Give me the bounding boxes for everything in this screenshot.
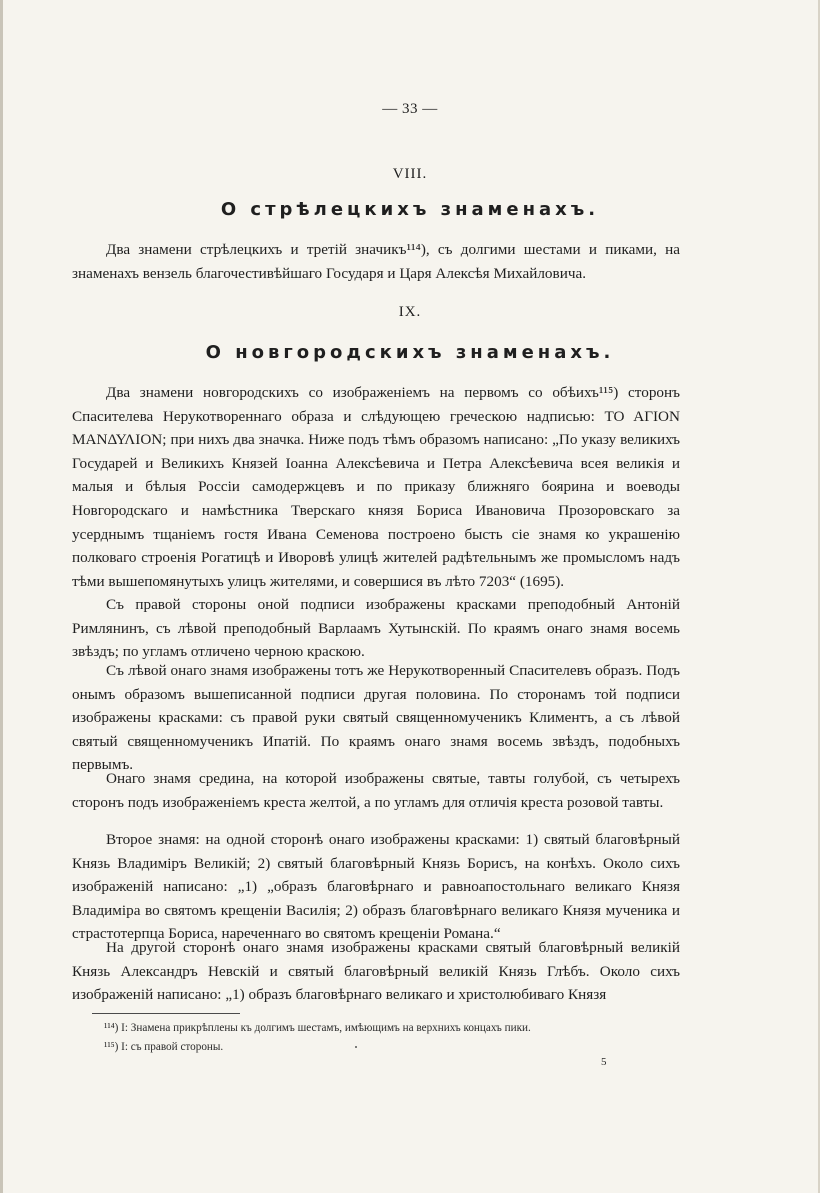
paragraph: Съ правой стороны оной подписи изображены красками преподобный Антоній Римлянинъ, съ лѣвой преподобный Варлаамъ Хутынскій. По краямъ онаго знамя восемь звѣздъ; по угламъ отличено черною краскою. (72, 596, 680, 661)
section-title: О новгородскихъ знаменахъ. (205, 342, 615, 363)
paragraph: Второе знамя: на одной сторонѣ онаго изображены красками: 1) святый благовѣрный Князь Владиміръ Великій; 2) святый благовѣрный Князь Борисъ, на конѣхъ. Около сихъ изображеній написано: „1) „образъ благовѣрнаго и равноапостольнаго великаго Князя Владиміра во святомъ крещеніи Василія; 2) образъ благовѣрнаго великаго Князя мученика и страстотерпца Бориса, нареченнаго во святомъ крещеніи Романа.“ (72, 831, 680, 943)
paragraph: Два знамени стрѣлецкихъ и третій значикъ¹¹⁴), съ долгими шестами и пиками, на знаменахъ вензель благочестивѣйшаго Государя и Царя Алексѣя Михайловича. (72, 241, 680, 282)
section-title: О стрѣлецкихъ знаменахъ. (220, 199, 600, 220)
footnote-divider (92, 1013, 240, 1014)
paragraph: На другой сторонѣ онаго знамя изображены красками святый благовѣрный великій Князь Александръ Невскій и святый благовѣрный великій Князь Глѣбъ. Около сихъ изображеній написано: „1) образъ благовѣрнаго великаго и христолюбиваго Князя (72, 939, 680, 1004)
section-number: VIII. (392, 166, 428, 182)
paragraph: Съ лѣвой онаго знамя изображены тотъ же Нерукотворенный Спасителевъ образъ. Подъ онымъ образомъ вышеписанной подписи другая половина. По сторонамъ той подписи изображены красками: съ правой руки святый священномученикъ Климентъ, а съ лѣвой святый священномученикъ Ипатій. По краямъ онаго знамя восемь звѣздъ, подобныхъ первымъ. (72, 662, 680, 774)
print-speck (355, 1046, 357, 1048)
footnote: ¹¹⁴) I: Знамена прикрѣплены къ долгимъ шестамъ, имѣющимъ на верхнихъ концахъ пики. (104, 1022, 531, 1034)
signature-mark: 5 (601, 1056, 607, 1068)
section-number: IX. (398, 304, 422, 320)
paragraph: Онаго знамя средина, на которой изображены святые, тавты голубой, съ четырехъ сторонъ подъ изображеніемъ креста желтой, а по угламъ для отличія креста розовой тавты. (72, 770, 680, 811)
footnote: ¹¹⁵) I: съ правой стороны. (104, 1041, 224, 1053)
page-number: — 33 — (382, 101, 438, 117)
footnotes (104, 1019, 684, 1057)
paragraph: Два знамени новгородскихъ со изображеніемъ на первомъ со обѣихъ¹¹⁵) сторонъ Спасителева Нерукотвореннаго образа и слѣдующею греческою надписью: ΤΟ ΑΓΙΟΝ ΜΑΝΔΥΛΙΟΝ; при нихъ два значка. Ниже подъ тѣмъ образомъ написано: „По указу великихъ Государей и Великихъ Князей Іоанна Алексѣевича и Петра Алексѣевича всея великія и малыя и бѣлыя Россіи самодержцевъ и по приказу ближняго боярина и воеводы Новгородскаго и намѣстника Тверскаго князя Бориса Ивановича Прозоровскаго за усерднымъ тщаніемъ гостя Ивана Семенова построено бысть сіе знамя ко украшенію полковаго строенія Рогатицѣ и Иворовѣ улицѣ жителей радѣтельнымъ же промысломъ надъ тѣми вышепомянутыхъ улицъ жителями, и совершися въ лѣто 7203“ (1695). (72, 384, 680, 590)
